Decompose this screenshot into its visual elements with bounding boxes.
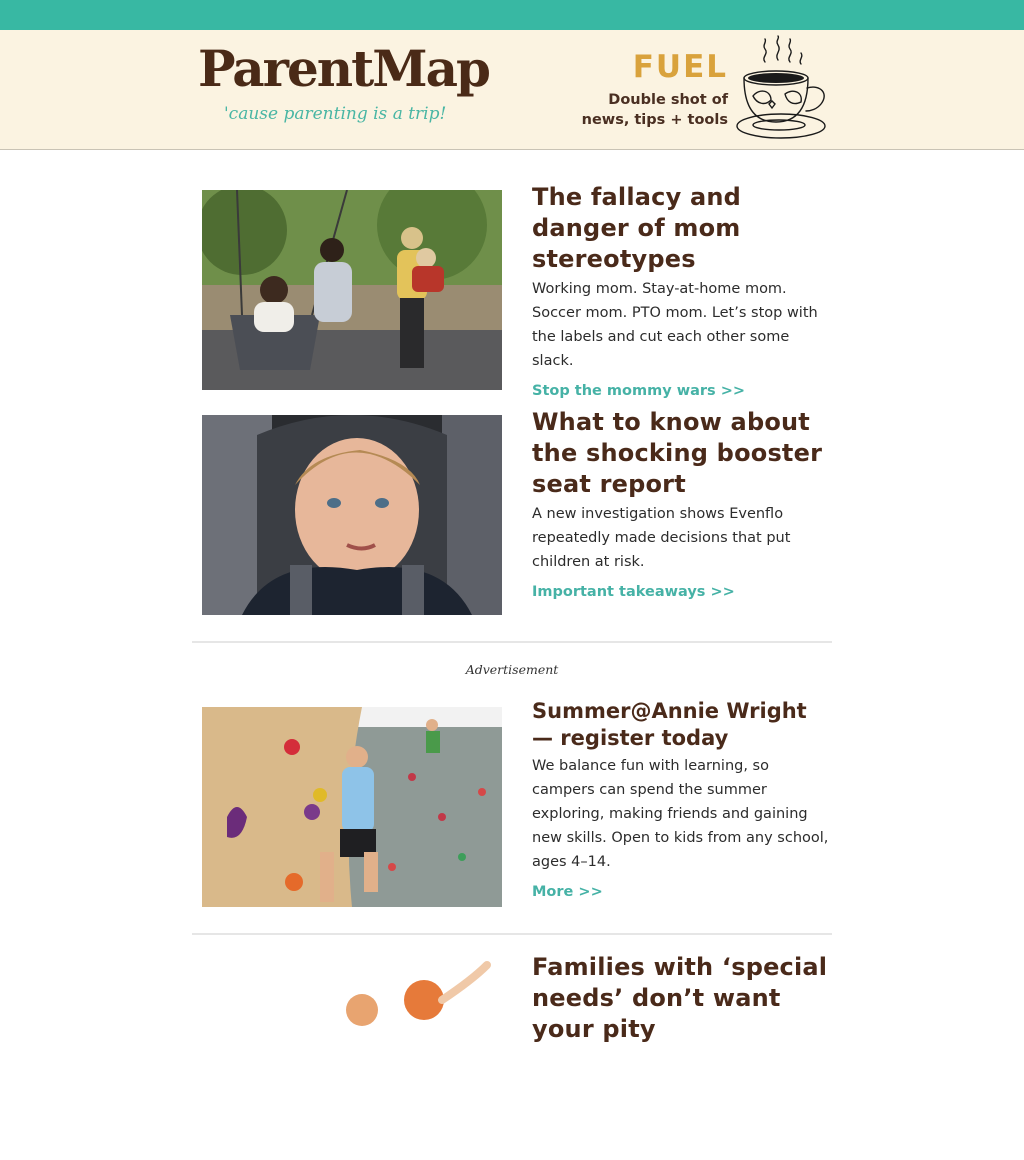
article-summary: Working mom. Stay-at-home mom. Soccer mom. PTO mom. Let’s stop with the labels and cut each other some slack. [532, 281, 818, 369]
climbing-wall-photo [202, 707, 502, 907]
article-text [532, 952, 832, 1045]
article-cta-link[interactable]: Stop the mommy wars >> [532, 383, 745, 399]
ad-image[interactable] [202, 707, 502, 907]
article-image[interactable] [202, 960, 502, 1160]
cheering-family-photo [202, 960, 502, 1160]
parentmap-logo[interactable]: ParentMap [198, 39, 489, 98]
ad-text [532, 698, 832, 900]
newsletter-subtitle-line1: Double shot of [608, 92, 728, 108]
article-headline[interactable]: Families with ‘special needs’ don’t want your pity [532, 953, 828, 1043]
logo-tagline: 'cause parenting is a trip! [224, 104, 447, 124]
ad-summary: We balance fun with learning, so campers can spend the summer exploring, making friends and gaining new skills. Open to kids from any school, ages 4–14. [532, 758, 829, 870]
booster-seat-photo [202, 415, 502, 615]
article-cta-link[interactable]: Important takeaways >> [532, 584, 735, 600]
newsletter-name: FUEL [632, 49, 728, 85]
article-image[interactable] [202, 190, 502, 390]
section-divider [192, 641, 832, 643]
article-summary: A new investigation shows Evenflo repeatedly made decisions that put children at risk. [532, 506, 791, 570]
newsletter-subtitle-line2: news, tips + tools [581, 112, 728, 128]
top-accent-bar [0, 0, 1024, 30]
ad-headline[interactable]: Summer@Annie Wright — register today [532, 699, 807, 750]
coffee-cup-icon [735, 34, 830, 144]
swings-park-photo [202, 190, 502, 390]
section-divider [192, 933, 832, 935]
masthead [0, 30, 1024, 150]
article-text [532, 182, 832, 399]
article-image[interactable] [202, 415, 502, 615]
article-headline[interactable]: The fallacy and danger of mom stereotypes [532, 183, 742, 273]
ad-cta-link[interactable]: More >> [532, 884, 603, 900]
article-headline[interactable]: What to know about the shocking booster seat report [532, 408, 823, 498]
advertisement-label: Advertisement [465, 662, 559, 677]
newsletter-subtitle [528, 90, 728, 130]
article-text [532, 407, 832, 600]
